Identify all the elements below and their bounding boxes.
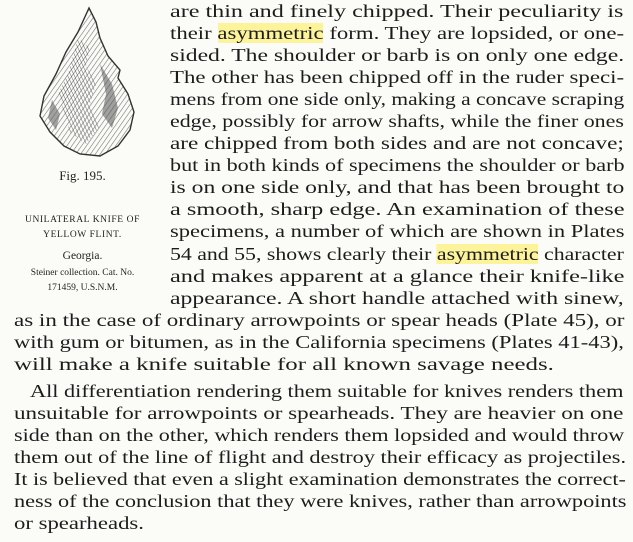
search-highlight: asymmetric — [436, 244, 539, 264]
text-line: with gum or bitumen, as in the California specimens (Plates 41-43), — [14, 332, 624, 352]
text-line: appearance. A short handle attached with sinew, — [170, 288, 624, 308]
text-line: edge, possibly for arrow shafts, while the finer ones — [170, 111, 624, 131]
text-line: them out of the line of flight and destroy their efficacy as projectiles. — [14, 447, 627, 467]
figure-195 — [0, 0, 165, 310]
text-line: ness of the conclusion that they were knives, rather than arrowpoints — [14, 491, 627, 511]
text-line: It is believed that even a slight examination demonstrates the correct- — [14, 469, 626, 489]
text-line: sided. The shoulder or barb is on only one edge. — [170, 45, 625, 65]
text-line: mens from one side only, making a concave scraping — [170, 89, 625, 109]
text-line: side than on the other, which renders them lopsided and would throw — [14, 425, 625, 445]
text-line: are chipped from both sides and are not concave; — [170, 133, 624, 153]
text-line: will make a knife suitable for all known savage needs. — [14, 354, 554, 374]
text-line: specimens, a number of which are shown in Plates — [170, 221, 625, 241]
figure-number: Fig. 195. — [59, 168, 106, 183]
figure-place: Georgia. — [62, 250, 103, 262]
text-line: or spearheads. — [14, 513, 144, 533]
search-highlight: asymmetric — [217, 23, 324, 43]
text-line: All differentiation rendering them suitable for knives renders them — [30, 381, 624, 401]
text-line: are thin and finely chipped. Their peculiarity is — [170, 1, 624, 21]
text-line: their asymmetric form. They are lopsided, or one- — [170, 23, 625, 43]
text-line: The other has been chipped off in the ruder speci- — [170, 67, 625, 87]
text-line: 54 and 55, shows clearly their asymmetric character — [170, 244, 624, 264]
figure-title-line-1: UNILATERAL KNIFE OF — [24, 215, 140, 225]
figure-title-line-2: YELLOW FLINT. — [43, 230, 122, 240]
figure-collection-line-1: Steiner collection. Cat. No. — [30, 268, 135, 278]
text-line: as in the case of ordinary arrowpoints or spear heads (Plate 45), or — [14, 310, 625, 330]
text-line: a smooth, sharp edge. An examination of these — [170, 199, 625, 219]
text-line: and makes apparent at a glance their knife-like — [170, 266, 625, 286]
text-line: but in both kinds of specimens the shoulder or barb — [170, 155, 625, 175]
text-line: unsuitable for arrowpoints or spearheads. They are heavier on one — [14, 403, 624, 423]
flint-knife-illustration — [34, 4, 144, 164]
figure-collection-line-2: 171459, U.S.N.M. — [47, 283, 118, 293]
text-line: is on one side only, and that has been brought to — [170, 177, 625, 197]
